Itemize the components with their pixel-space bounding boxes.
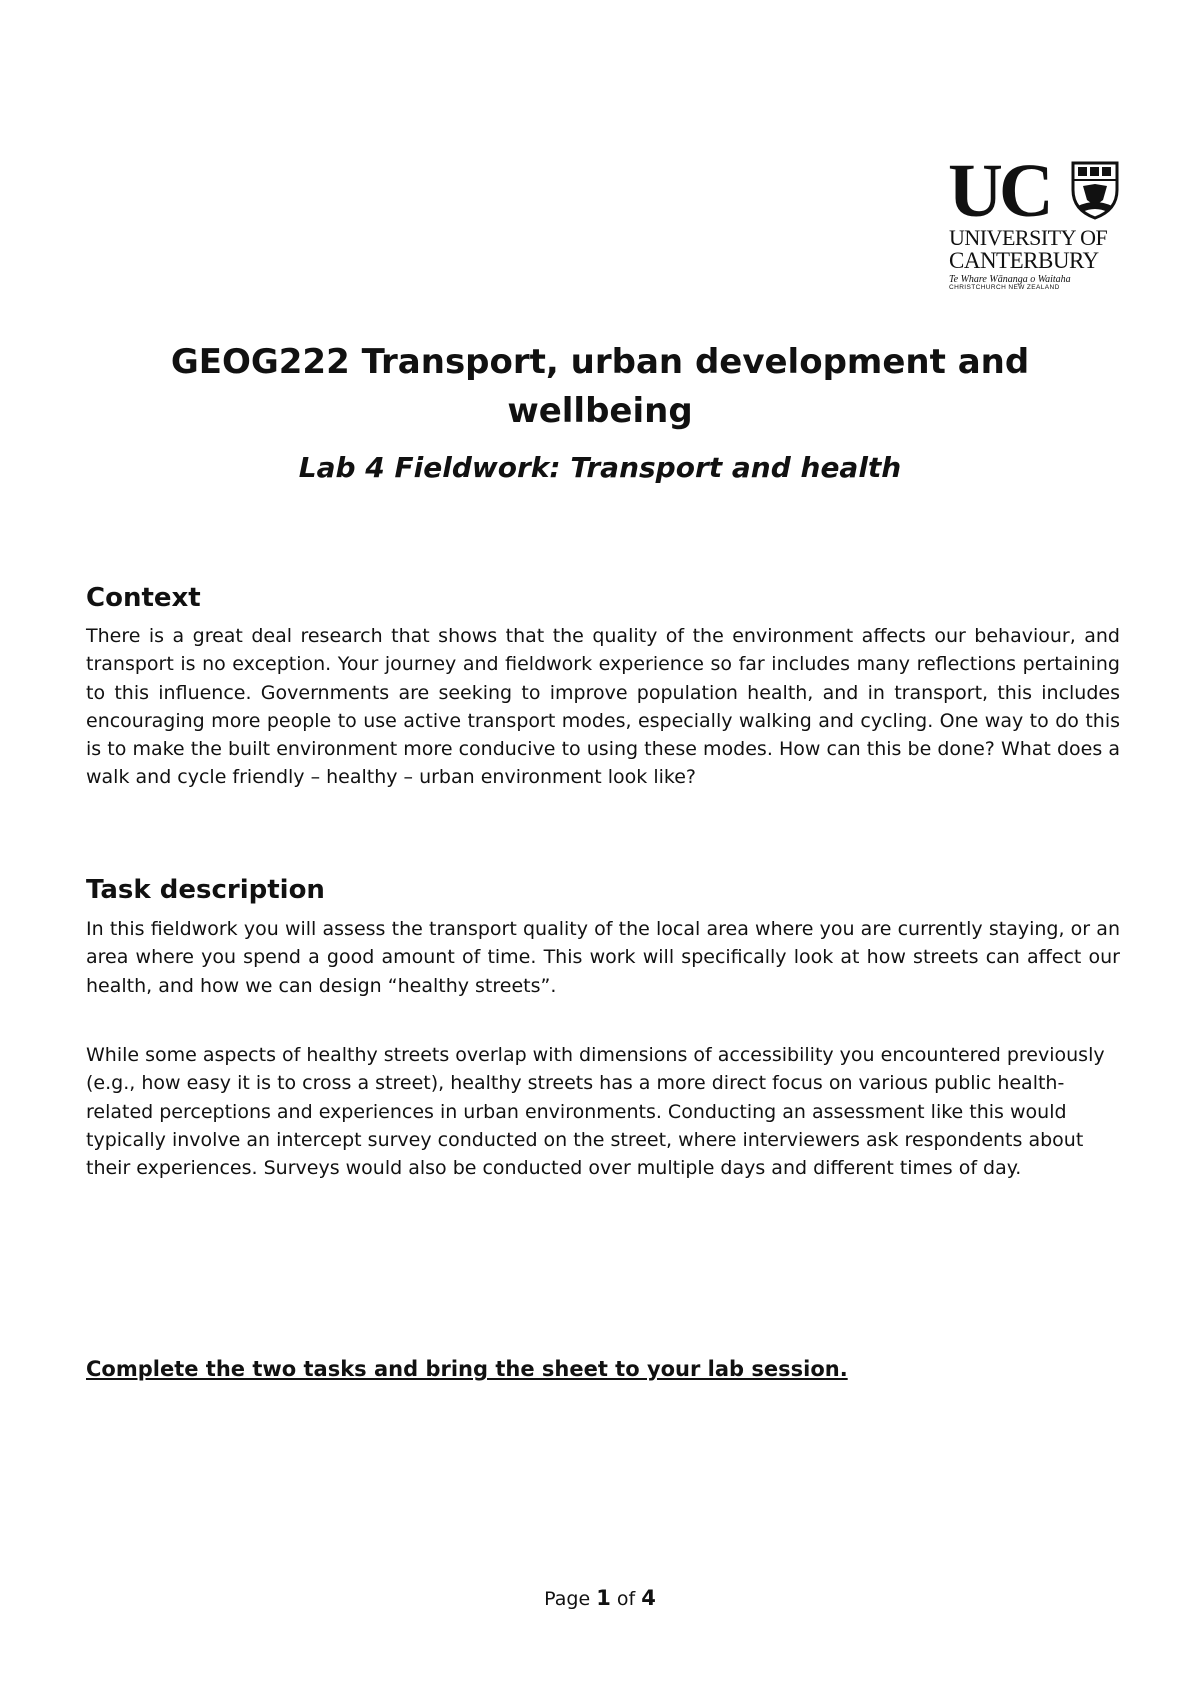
- logo-text-maori-name: Te Whare Wānanga o Waitaha: [949, 274, 1071, 285]
- page-footer: [0, 1584, 1200, 1613]
- section-heading-context: Context: [86, 583, 201, 613]
- section-heading-task-description: Task description: [86, 875, 325, 905]
- footer-of-label: of: [616, 1588, 636, 1610]
- document-title: GEOG222 Transport, urban development and wellbeing: [170, 342, 1030, 431]
- instruction-text: Complete the two tasks and bring the sheet to your lab session.: [86, 1357, 848, 1381]
- logo-text-university-of: UNIVERSITY OF: [949, 225, 1108, 250]
- document-subtitle: Lab 4 Fieldwork: Transport and health: [298, 451, 902, 484]
- university-logo: [948, 149, 1128, 291]
- logo-initials: UC: [948, 149, 1050, 233]
- logo-text-canterbury: CANTERBURY: [949, 248, 1099, 273]
- task-paragraph-1: In this fieldwork you will assess the transport quality of the local area where you are currently staying, or an area where you spend a good amount of time. This work will specifically look at how streets can affect our health, and how we can design “healthy streets”.: [86, 918, 1120, 997]
- task-paragraph-2: While some aspects of healthy streets overlap with dimensions of accessibility you encountered previously (e.g., how easy it is to cross a street), healthy streets has a more direct focus on various public health-related perceptions and experiences in urban environments. Conducting an assessment like this would typically involve an intercept survey conducted on the street, where interviewers ask respondents about their experiences. Surveys would also be conducted over multiple days and different times of day.: [86, 1044, 1105, 1180]
- logo-text-location: CHRISTCHURCH NEW ZEALAND: [949, 284, 1060, 291]
- footer-page-number: 1: [596, 1586, 611, 1610]
- context-paragraph: There is a great deal research that shows that the quality of the environment affects our behaviour, and transport is no exception. Your journey and fieldwork experience so far includes many reflections pertaining to this influence. Governments are seeking to improve population health, and in transport, this includes encouraging more people to use active transport modes, especially walking and cycling. One way to do this is to make the built environment more conducive to using these modes. How can this be done? What does a walk and cycle friendly – healthy – urban environment look like?: [86, 625, 1120, 789]
- footer-page-total: 4: [641, 1586, 656, 1610]
- footer-page-label: Page: [544, 1588, 591, 1610]
- crest-icon: [1070, 160, 1120, 220]
